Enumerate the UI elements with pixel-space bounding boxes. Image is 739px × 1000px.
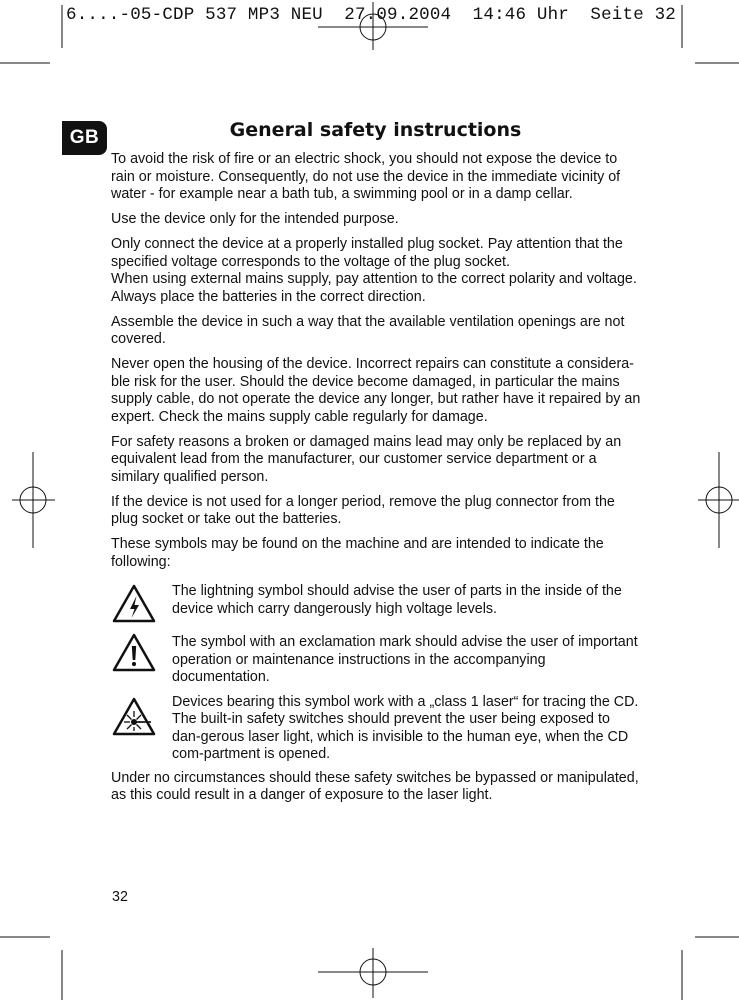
registration-mark-top bbox=[318, 2, 428, 50]
registration-mark-bottom bbox=[318, 948, 428, 998]
laser-warning-icon bbox=[111, 696, 157, 738]
exclamation-warning-icon bbox=[111, 632, 157, 674]
page-title: General safety instructions bbox=[229, 119, 522, 141]
closing-paragraph: Under no circumstances should these safety switches be bypassed or manipulated, as this could result in a danger of exposure to the laser light. bbox=[111, 769, 639, 803]
symbol-item-lightning bbox=[111, 583, 641, 618]
paragraph: Use the device only for the intended purpose. bbox=[111, 211, 399, 227]
registration-mark-right bbox=[698, 452, 739, 548]
paragraph: Only connect the device at a properly installed plug socket. Pay attention that the specified voltage corresponds to the voltage of the plug socket. When using external mains supply, pay attention to the correct polarity and voltage. Always place the batteries in the correct direction. bbox=[111, 236, 637, 305]
document-body bbox=[111, 151, 641, 812]
symbol-item-laser bbox=[111, 694, 641, 764]
paragraph: Never open the housing of the device. Incorrect repairs can constitute a considera-ble risk for the user. Should the device become damaged, in particular the mains supply cable, do not operate the device any longer, but rather have it repaired by an expert. Check the mains supply cable regularly for damage. bbox=[111, 356, 641, 425]
symbol-text: The symbol with an exclamation mark should advise the user of important operation or maintenance instructions in the accompanying documentation. bbox=[172, 634, 638, 685]
paragraph: Assemble the device in such a way that the available ventilation openings are not covered. bbox=[111, 313, 625, 347]
print-slug: 6....-05-CDP 537 MP3 NEU 27.09.2004 14:46 Uhr Seite 32 bbox=[66, 5, 676, 25]
symbol-text: The lightning symbol should advise the user of parts in the inside of the device which carry dangerously high voltage levels. bbox=[172, 583, 622, 617]
page-number: 32 bbox=[112, 889, 128, 905]
paragraph: To avoid the risk of fire or an electric shock, you should not expose the device to rain or moisture. Consequently, do not use the device in the immediate vicinity of water - for example near a bath tub, a swimming pool or in a damp cellar. bbox=[111, 151, 621, 202]
symbol-item-exclamation bbox=[111, 634, 641, 687]
registration-mark-left bbox=[12, 452, 55, 548]
paragraph: If the device is not used for a longer period, remove the plug connector from the plug socket or take out the batteries. bbox=[111, 493, 615, 527]
paragraph: For safety reasons a broken or damaged mains lead may only be replaced by an equivalent lead from the manufacturer, our customer service department or a similary qualified person. bbox=[111, 433, 622, 485]
paragraph: These symbols may be found on the machine and are intended to indicate the following: bbox=[111, 536, 604, 570]
language-tab: GB bbox=[62, 121, 107, 155]
symbol-list bbox=[111, 583, 641, 764]
symbol-text: Devices bearing this symbol work with a „class 1 laser“ for tracing the CD. The built-in safety switches should prevent the user being exposed to dan-gerous laser light, which is invisible to the human eye, when the CD com-partment is opened. bbox=[172, 693, 639, 762]
lightning-warning-icon bbox=[111, 583, 157, 625]
